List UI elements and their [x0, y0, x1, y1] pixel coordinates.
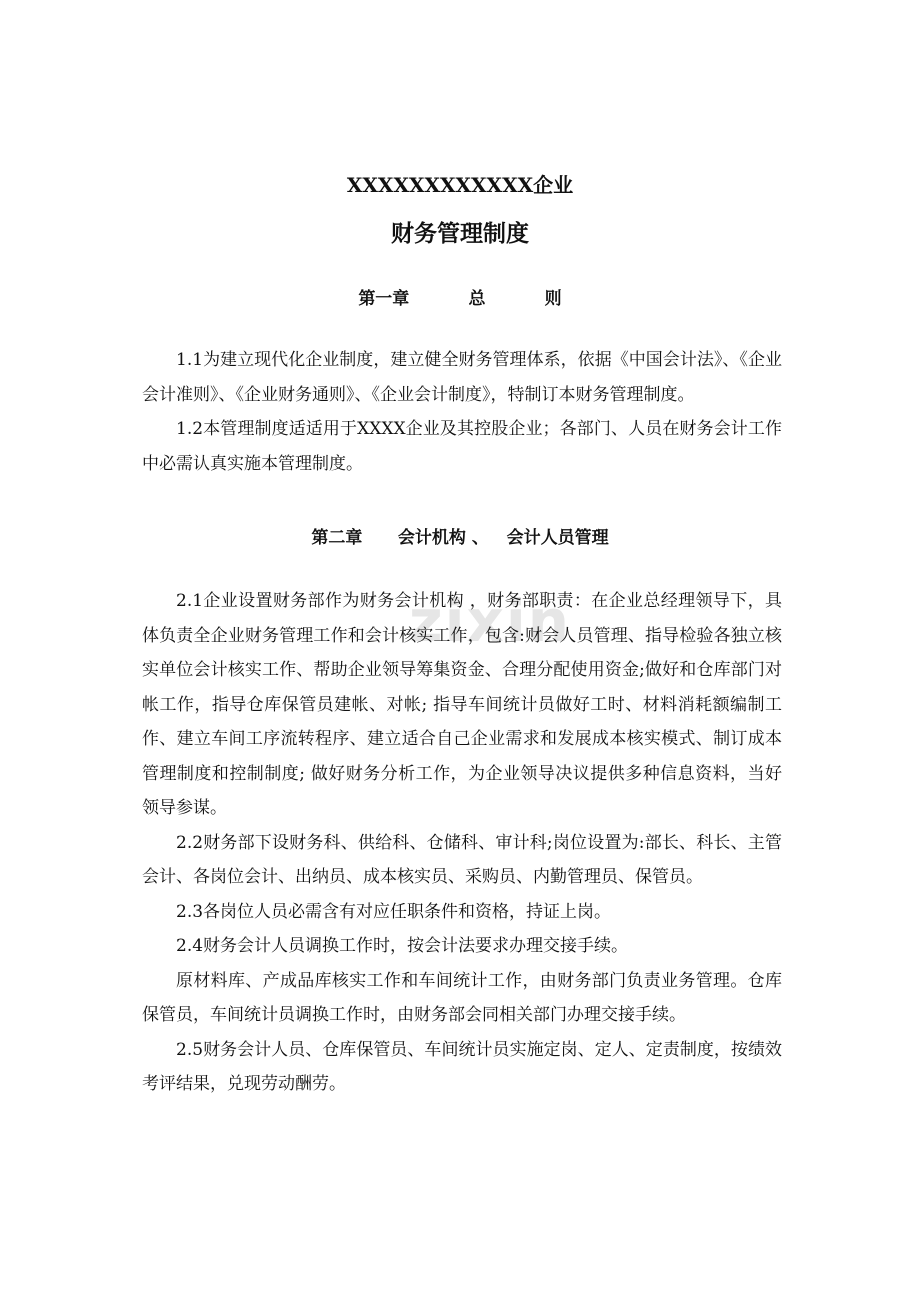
paragraph-2-4: 2.4财务会计人员调换工作时，按会计法要求办理交接手续。 — [176, 936, 629, 956]
paragraph-2-1: 2.1企业设置财务部作为财务会计机构 ，财务部职责：在企业总经理领导下，具体负责全企业财务管理工作和会计核实工作，包含:财会人员管理、指导检验各独立核实单位会计核实工作、帮助企业领导筹集资金、合理分配使用资金;做好和仓库部门对帐工作，指导仓库保管员建帐、对帐; 指导车间统计员做好工时、材料消耗额编制工作、建立车间工序流转程序、建立适合自己企业需求和发展成本核实模式、制订成本管理制度和控制制度; 做好财务分析工作，为企业领导决议提供多种信息资料，当好领导参谋。 — [142, 591, 782, 818]
paragraph-1-2: 1.2本管理制度适适用于XXXX企业及其控股企业；各部门、人员在财务会计工作中必需认真实施本管理制度。 — [142, 419, 782, 474]
company-title: XXXXXXXXXXXX企业 — [346, 173, 574, 197]
chapter-2-heading: 第二章 会计机构 、 会计人员管理 — [311, 528, 609, 548]
chapter-1-body — [142, 343, 782, 481]
paragraph-2-4-note: 原材料库、产成品库核实工作和车间统计工作，由财务部门负责业务管理。仓库保管员，车间统计员调换工作时，由财务部会同相关部门办理交接手续。 — [142, 970, 782, 1025]
chapter-1-heading: 第一章 总 则 — [358, 289, 562, 309]
chapter-2-body — [142, 584, 782, 1102]
paragraph-2-5: 2.5财务会计人员、仓库保管员、车间统计员实施定岗、定人、定责制度，按绩效考评结果，兑现劳动酬劳。 — [142, 1039, 782, 1094]
watermark: zixin — [408, 587, 572, 655]
paragraph-1-1: 1.1为建立现代化企业制度，建立健全财务管理体系，依据《中国会计法》、《企业会计准则》、《企业财务通则》、《企业会计制度》，特制订本财务管理制度。 — [142, 350, 782, 405]
document-title: 财务管理制度 — [391, 220, 529, 247]
paragraph-2-2: 2.2财务部下设财务科、供给科、仓储科、审计科;岗位设置为:部长、科长、主管会计、各岗位会计、出纳员、成本核实员、采购员、内勤管理员、保管员。 — [142, 832, 782, 887]
paragraph-2-3: 2.3各岗位人员必需含有对应任职条件和资格，持证上岗。 — [176, 901, 612, 922]
